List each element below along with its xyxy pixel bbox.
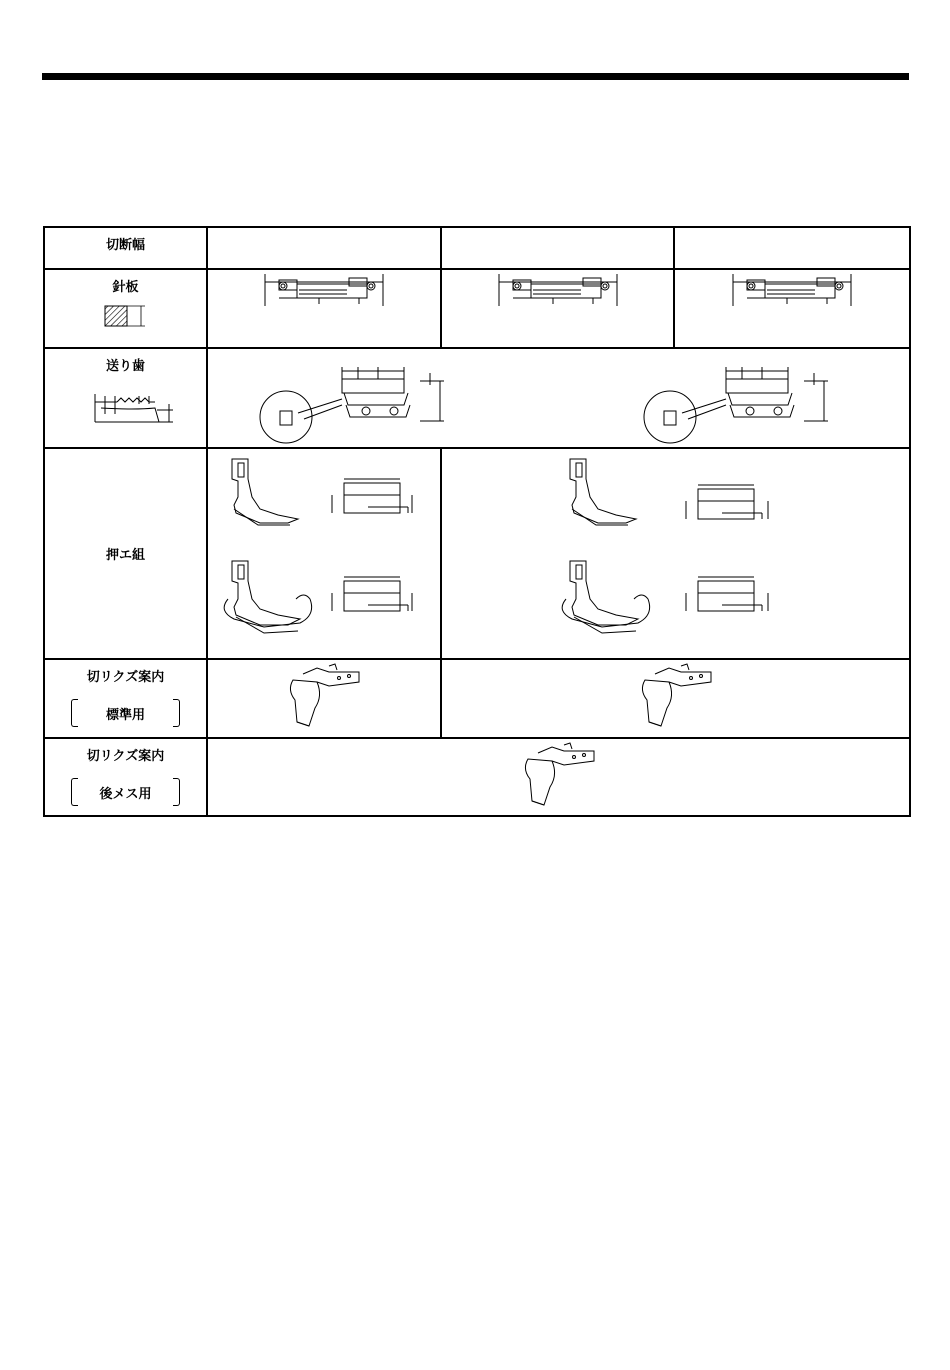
needle-plate-drawing [259, 270, 389, 310]
thread-guide-rear-cell [207, 738, 910, 816]
presser-foot-cell-2 [441, 448, 910, 659]
row-cut-width [44, 227, 910, 269]
bracket-left [71, 699, 78, 727]
thread-guide-rear-sub: 後メス用 [99, 786, 152, 802]
cut-width-label-cell [44, 227, 207, 269]
thread-guide-standard-sub: 標準用 [105, 707, 145, 723]
row-thread-guide-rear [44, 738, 910, 816]
thread-guide-drawing [631, 660, 721, 732]
cut-width-value-2 [441, 227, 674, 269]
thread-guide-rear-bracket [71, 778, 180, 806]
presser-foot-drawings [208, 449, 440, 657]
row-feed-dog [44, 348, 910, 448]
needle-plate-section-icon [45, 295, 206, 335]
thread-guide-standard-cell-1 [207, 659, 441, 738]
row-thread-guide-standard [44, 659, 910, 738]
thread-guide-standard-cell-2 [441, 659, 910, 738]
thread-guide-rear-label-cell [44, 738, 207, 816]
needle-plate-cell-3 [674, 269, 910, 348]
cut-width-value-3 [674, 227, 910, 269]
needle-plate-label: 針板 [112, 280, 139, 295]
bracket-left [71, 778, 78, 806]
bracket-right [173, 778, 180, 806]
presser-foot-label: 押エ組 [105, 548, 145, 563]
needle-plate-cell-1 [207, 269, 441, 348]
header-rule [42, 73, 909, 80]
thread-guide-standard-label: 切リクズ案内 [86, 670, 165, 685]
feed-dog-label-cell [44, 348, 207, 448]
parts-spec-table [43, 226, 911, 817]
cut-width-label: 切断幅 [105, 238, 145, 253]
thread-guide-rear-label: 切リクズ案内 [86, 749, 165, 764]
presser-foot-label-cell [44, 448, 207, 659]
cut-width-value-1 [207, 227, 441, 269]
needle-plate-cell-2 [441, 269, 674, 348]
needle-plate-label-cell [44, 269, 207, 348]
thread-guide-standard-label-cell [44, 659, 207, 738]
feed-dog-label: 送り歯 [105, 359, 145, 374]
row-needle-plate [44, 269, 910, 348]
needle-plate-drawing [493, 270, 623, 310]
needle-plate-drawing [727, 270, 857, 310]
thread-guide-drawing [514, 739, 604, 811]
presser-foot-drawings [442, 449, 911, 657]
row-presser-foot [44, 448, 910, 659]
bracket-right [173, 699, 180, 727]
feed-dog-drawings-cell [207, 348, 910, 448]
thread-guide-drawing [279, 660, 369, 732]
presser-foot-cell-1 [207, 448, 441, 659]
feed-dog-drawings [208, 349, 908, 445]
feed-dog-profile-icon [45, 374, 206, 434]
thread-guide-standard-bracket [71, 699, 180, 727]
